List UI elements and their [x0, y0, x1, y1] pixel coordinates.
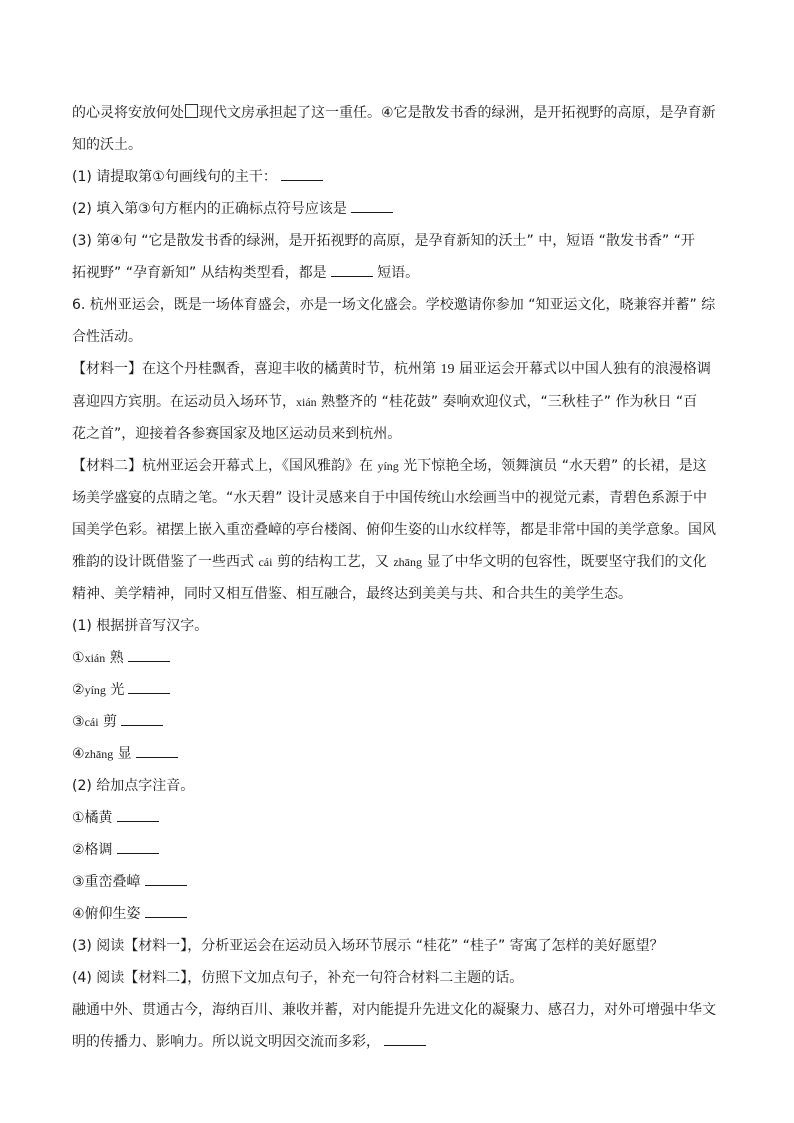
answer-blank[interactable] [121, 711, 163, 726]
answer-blank[interactable] [281, 166, 323, 181]
material2-line2: 场美学盛宴的点睛之笔。“水天碧” 设计灵感来自于中国传统山水绘画当中的视觉元素，青碧色系源于中 [72, 490, 707, 506]
pinyin-item-4: ④zhāng 显 [72, 741, 722, 767]
answer-blank[interactable] [128, 647, 170, 662]
material1-line1: 【材料一】在这个丹桂飘香，喜迎丰收的橘黄时节，杭州第 19 届亚运会开幕式以中国人独有的浪漫格调 [72, 361, 711, 377]
q6-intro-line1: 6. 杭州亚运会，既是一场体育盛会，亦是一场文化盛会。学校邀请你参加 “知亚运文化，晓兼容并蓄” 综 [72, 297, 716, 313]
material2-line3: 国美学色彩。裙摆上嵌入重峦叠嶂的亭台楼阁、俯仰生姿的山水纹样等，都是非常中国的美学意象。国风 [72, 522, 716, 538]
answer-blank[interactable] [145, 903, 187, 918]
pinyin-item-1: ①xián 熟 [72, 645, 722, 671]
q6-sub3: (3) 阅读【材料一】，分析亚运会在运动员入场环节展示 “桂花” “桂子” 寄寓了怎样的美好愿望？ [72, 938, 664, 954]
material1-line2: 喜迎四方宾朋。在运动员入场环节，xián 熟整齐的 “桂花鼓” 奏响欢迎仪式，“三秋桂子” 作为秋日 “百 [72, 394, 698, 410]
answer-blank[interactable] [117, 839, 159, 854]
q6-intro-line2: 合性活动。 [72, 329, 142, 345]
material2-line4: 雅韵的设计既借鉴了一些西式 cái 剪的结构工艺，又 zhāng 显了中华文明的包容性，既要坚守我们的文化 [72, 554, 707, 570]
phonetic-item-4: ④俯仰生姿 [72, 901, 722, 927]
answer-blank[interactable] [331, 262, 373, 277]
material2-line5: 精神、美学精神，同时又相互借鉴、相互融合，最终达到美美与共、和合共生的美学生态。 [72, 586, 632, 602]
answer-blank[interactable] [117, 807, 159, 822]
q6-sub4-text-line1: 融通中外、贯通古今，海纳百川、兼收并蓄，对内能提升先进文化的凝聚力、感召力，对外可增强中华文 [72, 1002, 716, 1018]
material2-line1: 【材料二】杭州亚运会开幕式上，《国风雅韵》在 yíng 光下惊艳全场，领舞演员 “水天碧” 的长裙，是这 [72, 458, 707, 474]
q5-sub2: (2) 填入第③句方框内的正确标点符号应该是 [72, 196, 722, 222]
answer-blank[interactable] [145, 871, 187, 886]
phonetic-item-2: ②格调 [72, 837, 722, 863]
q5-sub3-line1: (3) 第④句 “它是散发书香的绿洲，是开拓视野的高原，是孕育新知的沃土” 中，短语 “散发书香” “开 [72, 233, 695, 249]
passage-line-2: 知的沃土。 [72, 137, 142, 153]
q6-sub2: (2) 给加点字注音。 [72, 778, 195, 794]
answer-blank[interactable] [136, 743, 178, 758]
answer-blank[interactable] [384, 1031, 426, 1046]
punctuation-box [185, 104, 198, 118]
q6-sub4: (4) 阅读【材料二】，仿照下文加点句子，补充一句符合材料二主题的话。 [72, 970, 524, 986]
pinyin-item-3: ③cái 剪 [72, 709, 722, 735]
q6-sub1: (1) 根据拼音写汉字。 [72, 618, 209, 634]
phonetic-item-3: ③重峦叠嶂 [72, 869, 722, 895]
passage-line-1: 的心灵将安放何处 现代文房承担起了这一重任。④它是散发书香的绿洲，是开拓视野的高原，是孕育新 [72, 105, 716, 121]
answer-blank[interactable] [128, 679, 170, 694]
q5-sub1: (1) 请提取第①句画线句的主干： [72, 164, 722, 190]
pinyin-item-2: ②yíng 光 [72, 677, 722, 703]
exam-page [72, 100, 722, 1055]
answer-blank[interactable] [351, 198, 393, 213]
q6-sub4-text-line2: 明的传播力、影响力。所以说文明因交流而多彩， [72, 1029, 722, 1055]
q5-sub3-line2: 拓视野” “孕育新知” 从结构类型看，都是 短语。 [72, 260, 722, 286]
phonetic-item-1: ①橘黄 [72, 805, 722, 831]
material1-line3: 花之首”，迎接着各参赛国家及地区运动员来到杭州。 [72, 426, 402, 442]
